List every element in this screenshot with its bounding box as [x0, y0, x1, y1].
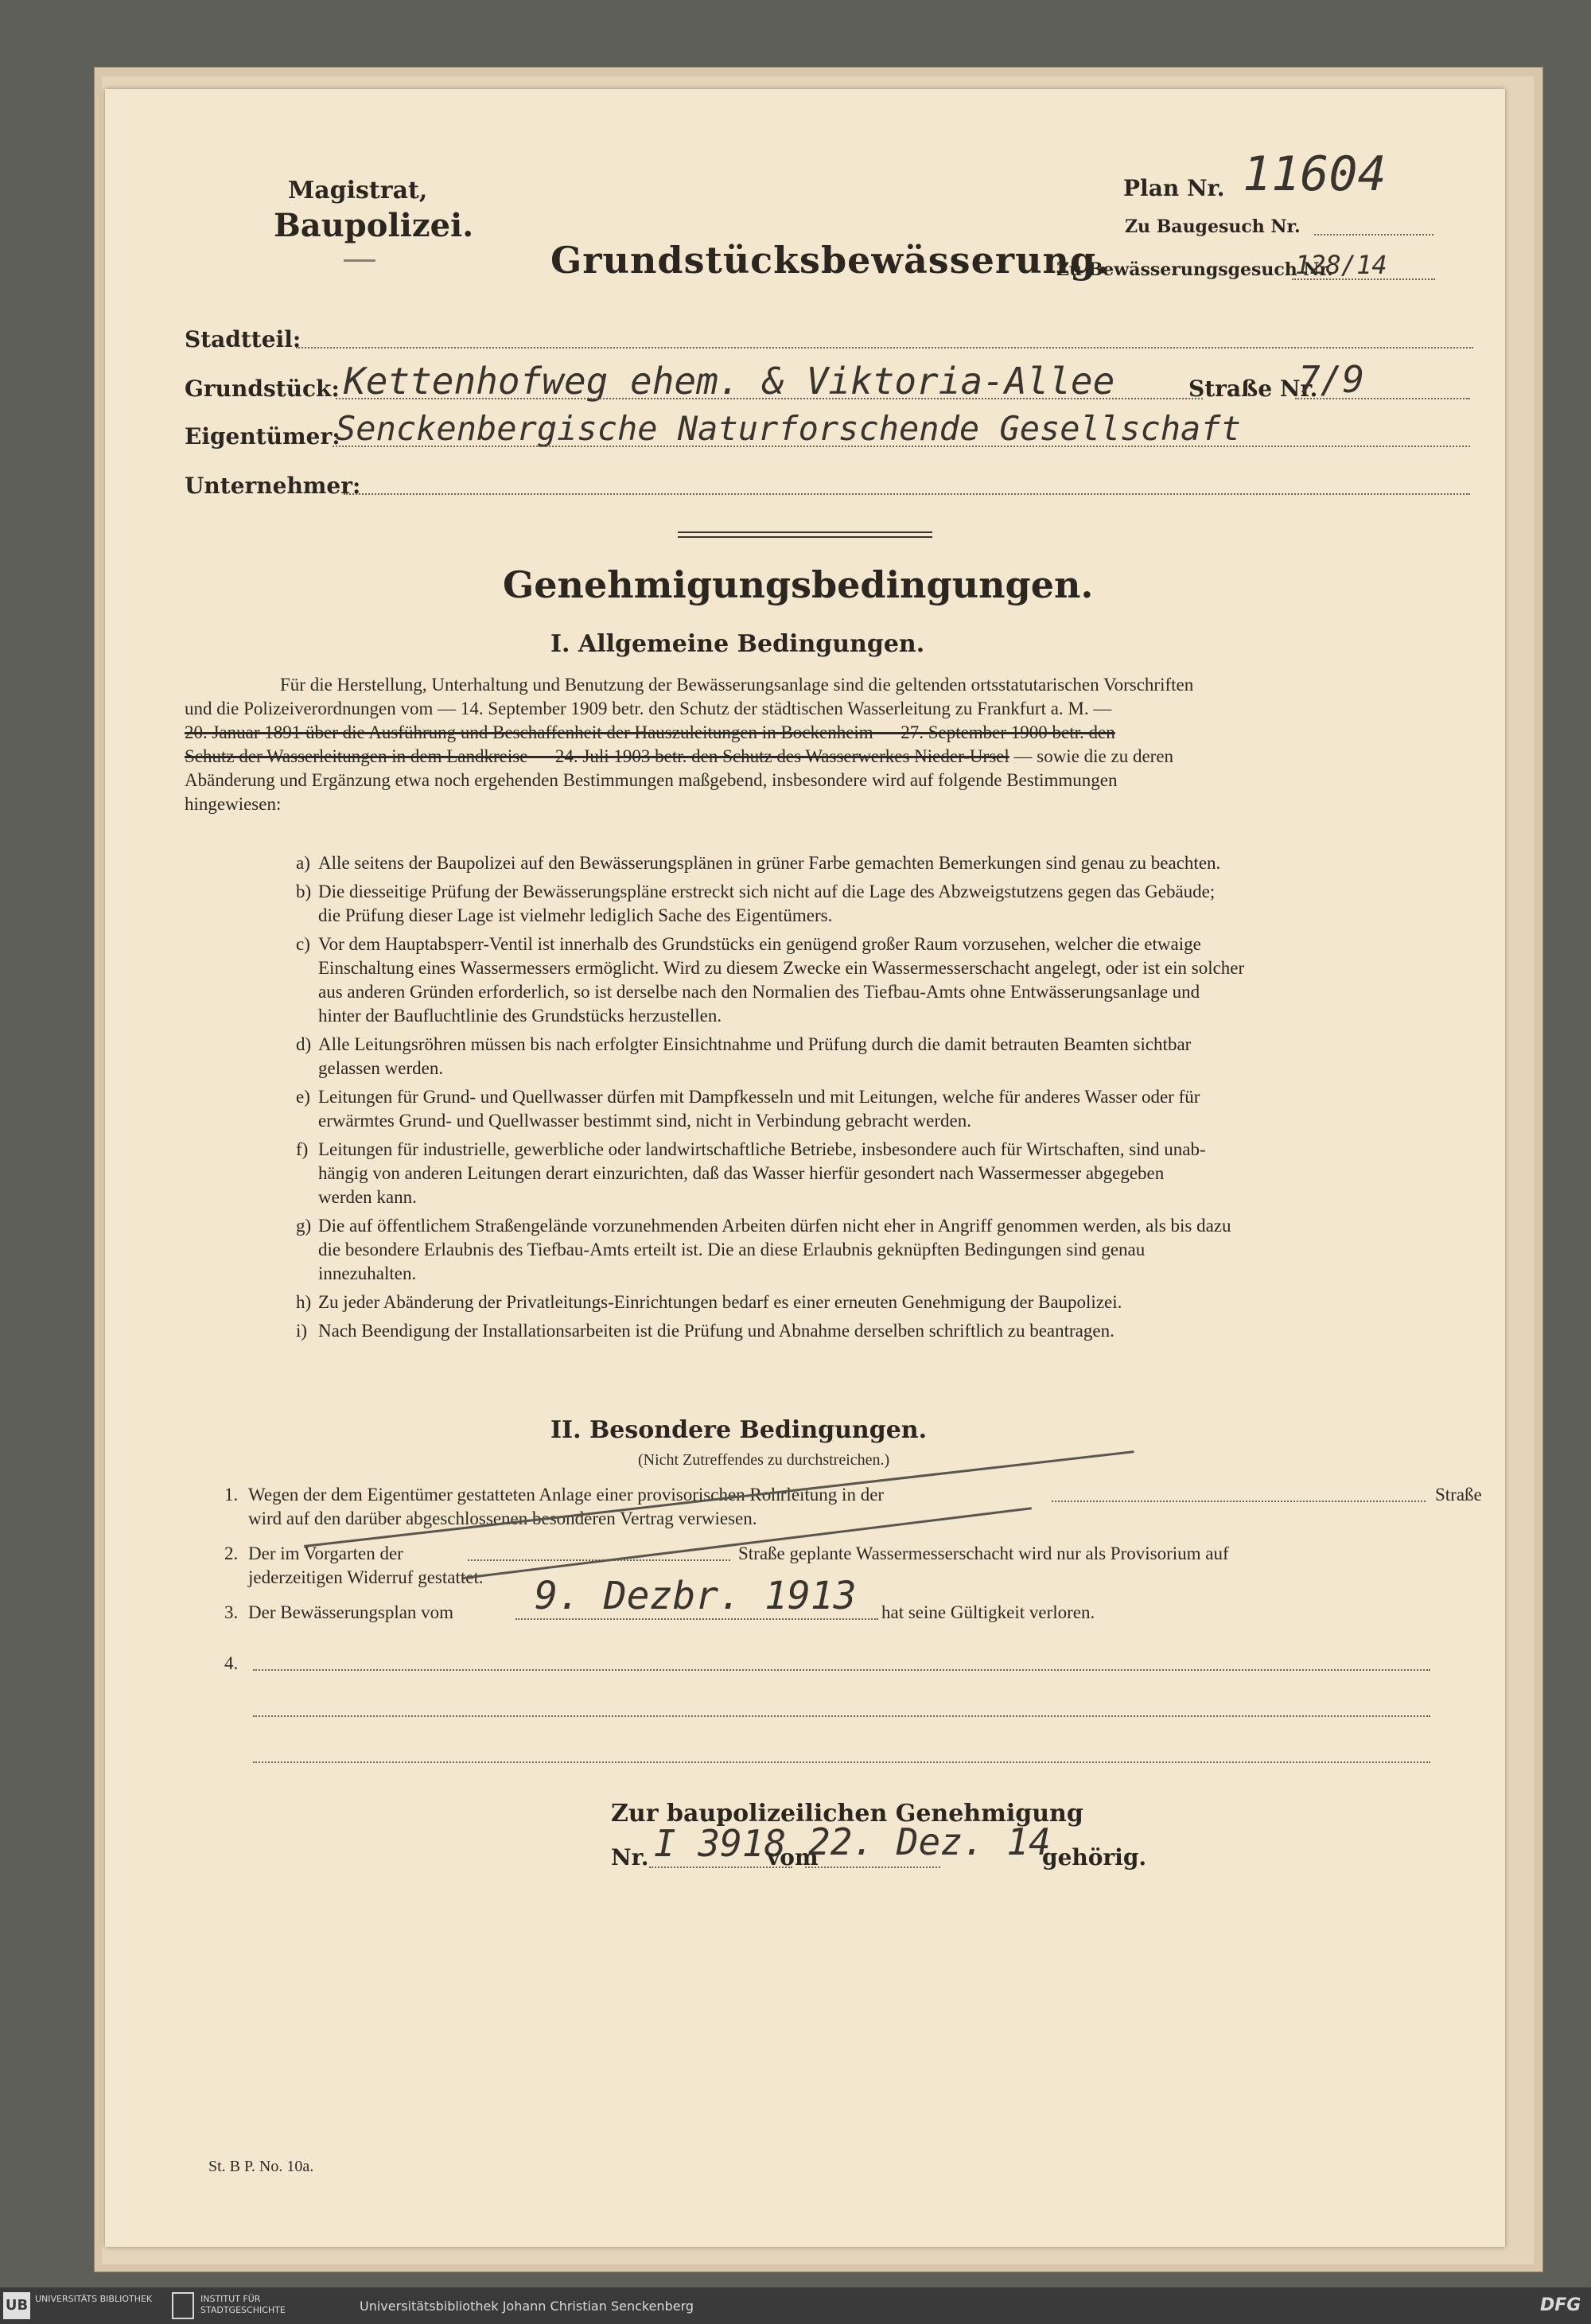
special-3-text-a: Der Bewässerungsplan vom	[248, 1602, 454, 1622]
special-4-label: 4.	[224, 1653, 239, 1673]
condition-item-label: c)	[296, 934, 310, 954]
grundstueck-label: Grundstück:	[185, 376, 340, 402]
approval-suffix: gehörig.	[1042, 1844, 1147, 1870]
special-3-dots	[515, 1618, 878, 1620]
special-heading: II. Besondere Bedingungen.	[550, 1416, 928, 1444]
authority-bottom: Baupolizei.	[274, 207, 474, 244]
intro-line-5: Abänderung und Ergänzung etwa noch ergehenden Bestimmungen maßgebend, insbesondere wird auf folgende Bestimmungen	[185, 770, 1118, 790]
unternehmer-dots	[344, 493, 1470, 495]
special-3-label: 3.	[224, 1602, 239, 1622]
condition-item-line: Einschaltung eines Wassermessers ermöglicht. Wird zu diesem Zwecke ein Wassermesserschacht angelegt, oder ist ein solcher	[318, 958, 1245, 978]
institut-logo	[172, 2292, 194, 2319]
special-1-text-b: Straße	[1435, 1485, 1482, 1505]
stadtteil-label: Stadtteil:	[185, 326, 301, 352]
condition-item-line: Die auf öffentlichem Straßengelände vorzunehmenden Arbeiten dürfen nicht eher in Angriff genommen werden, als bis dazu	[318, 1216, 1231, 1236]
divider-bottom	[678, 536, 932, 538]
footer-bar	[0, 2287, 1591, 2324]
special-4-dots-2	[253, 1715, 1430, 1717]
special-4-dots-1	[253, 1669, 1430, 1671]
condition-item	[296, 1033, 1511, 1080]
condition-item-line: die Prüfung dieser Lage ist vielmehr lediglich Sache des Eigentümers.	[318, 905, 833, 925]
condition-item-line: Vor dem Hauptabsperr-Ventil ist innerhalb des Grundstücks ein genügend großer Raum vorzusehen, welcher die etwaige	[318, 934, 1201, 954]
condition-item	[296, 1319, 1511, 1343]
condition-item-line: die besondere Erlaubnis des Tiefbau-Amts erteilt ist. Die an diese Erlaubnis geknüpften Bedingungen sind genau	[318, 1240, 1146, 1259]
authority-top: Magistrat,	[288, 177, 428, 204]
bewaesserungsgesuch-dots	[1292, 278, 1435, 280]
approval-vom-label: vom	[767, 1844, 819, 1870]
condition-item-line: aus anderen Gründen erforderlich, so ist derselbe nach den Normalien des Tiefbau-Amts ohne Entwässerungsanlage und	[318, 982, 1200, 1002]
special-2-text-a: Der im Vorgarten der	[248, 1543, 403, 1563]
bewaesserungsgesuch-label: Zu Bewässerungsgesuch Nr.	[1056, 259, 1333, 280]
condition-item-line: innezuhalten.	[318, 1263, 417, 1283]
condition-item-label: e)	[296, 1087, 310, 1107]
condition-item-label: i)	[296, 1321, 308, 1341]
eigentuemer-label: Eigentümer:	[185, 423, 340, 450]
general-intro	[185, 673, 1505, 816]
stadtteil-dots	[296, 347, 1473, 348]
special-2-text-c: jederzeitigen Widerruf gestattet.	[248, 1567, 484, 1587]
plan-number: 11604	[1243, 146, 1387, 202]
condition-item-label: g)	[296, 1216, 312, 1236]
intro-line-4-struck: Schutz der Wasserleitungen in dem Landkreise — 24. Juli 1903 betr. den Schutz des Wasserwerkes Nieder-Ursel	[185, 746, 1009, 766]
condition-item-line: Alle Leitungsröhren müssen bis nach erfolgter Einsichtnahme und Prüfung durch die damit betrauten Beamten sichtbar	[318, 1034, 1192, 1054]
condition-item-line: Zu jeder Abänderung der Privatleitungs-Einrichtungen bedarf es einer erneuten Genehmigung der Baupolizei.	[318, 1292, 1122, 1312]
condition-item-line: Alle seitens der Baupolizei auf den Bewässerungsplänen in grüner Farbe gemachten Bemerkungen sind genau zu beachten.	[318, 853, 1221, 873]
condition-item-label: h)	[296, 1292, 312, 1312]
institut-text: INSTITUT FÜR STADTGESCHICHTE	[200, 2294, 286, 2315]
condition-item	[296, 1085, 1511, 1133]
unternehmer-label: Unternehmer:	[185, 473, 361, 499]
eigentuemer-value: Senckenbergische Naturforschende Gesellschaft	[336, 409, 1241, 448]
condition-item-line: Leitungen für Grund- und Quellwasser dürfen mit Dampfkesseln und mit Leitungen, welche für anderes Wasser oder für	[318, 1087, 1200, 1107]
condition-item-line: erwärmtes Grund- und Quellwasser bestimmt sind, nicht in Verbindung gebracht werden.	[318, 1111, 971, 1131]
intro-line-2: und die Polizeiverordnungen vom — 14. September 1909 betr. den Schutz der städtischen Wasserleitung zu Frankfurt a. M. —	[185, 699, 1112, 718]
special-1-label: 1.	[224, 1485, 239, 1505]
intro-line-4-rest: — sowie die zu deren	[1013, 746, 1174, 766]
condition-item-line: Die diesseitige Prüfung der Bewässerungspläne erstreckt sich nicht auf die Lage des Abzweigstutzens gegen das Gebäude;	[318, 882, 1216, 901]
general-heading: I. Allgemeine Bedingungen.	[550, 630, 925, 658]
intro-line-4	[185, 745, 1505, 769]
condition-item	[296, 1290, 1511, 1314]
intro-line-1: Für die Herstellung, Unterhaltung und Benutzung der Bewässerungsanlage sind die geltenden ortsstatutarischen Vorschriften	[280, 675, 1194, 695]
intro-line-3: 20. Januar 1891 über die Ausführung und Beschaffenheit der Hauszuleitungen in Bockenheim — 27. September 1900 betr. den	[185, 722, 1115, 742]
approval-line-1: Zur baupolizeilichen Genehmigung	[611, 1800, 1083, 1828]
condition-item-label: b)	[296, 882, 312, 901]
dfg-logo: DFG	[1540, 2295, 1581, 2315]
ub-text: UNIVERSITÄTS BIBLIOTHEK	[35, 2294, 153, 2304]
condition-item	[296, 851, 1511, 875]
eigentuemer-dots	[333, 446, 1470, 447]
condition-item-line: gelassen werden.	[318, 1058, 444, 1078]
baugesuch-label: Zu Baugesuch Nr.	[1125, 216, 1301, 237]
strasse-dots	[1295, 398, 1470, 399]
special-1-dots	[1052, 1501, 1426, 1502]
grundstueck-value: Kettenhofweg ehem. & Viktoria-Allee	[344, 360, 1115, 403]
condition-item-line: Nach Beendigung der Installationsarbeiten ist die Prüfung und Abnahme derselben schriftlich zu beantragen.	[318, 1321, 1114, 1341]
special-3-text-b: hat seine Gültigkeit verloren.	[881, 1602, 1095, 1622]
ub-logo: UB	[3, 2292, 30, 2319]
divider-top	[678, 531, 932, 533]
approval-nr-label: Nr.	[611, 1844, 649, 1870]
library-name: Universitätsbibliothek Johann Christian Senckenberg	[360, 2299, 694, 2314]
document-page	[105, 89, 1505, 2247]
special-note: (Nicht Zutreffendes zu durchstreichen.)	[638, 1451, 890, 1469]
special-2-text-b: Straße geplante Wassermesserschacht wird nur als Provisorium auf	[738, 1543, 1229, 1563]
special-3-date: 9. Dezbr. 1913	[535, 1574, 857, 1618]
conditions-heading: Genehmigungsbedingungen.	[503, 563, 1094, 606]
special-1-text-a: Wegen der dem Eigentümer gestatteten Anlage einer provisorischen Rohrleitung in der	[248, 1485, 885, 1505]
condition-item-label: a)	[296, 853, 310, 873]
special-4-dots-3	[253, 1761, 1430, 1763]
condition-item	[296, 880, 1511, 928]
form-code: St. B P. No. 10a.	[208, 2158, 314, 2175]
condition-item-line: hinter der Baufluchtlinie des Grundstücks herzustellen.	[318, 1006, 722, 1026]
approval-vom-dots	[805, 1867, 940, 1868]
condition-item	[296, 1214, 1511, 1286]
plan-label: Plan Nr.	[1123, 175, 1225, 201]
condition-item	[296, 1138, 1511, 1209]
approval-nr-value: I 3918	[654, 1822, 787, 1865]
baugesuch-dots	[1314, 234, 1433, 236]
bewaesserungsgesuch-number: 128/14	[1295, 250, 1387, 280]
approval-vom-value: 22. Dez. 14	[808, 1820, 1051, 1863]
grundstueck-dots	[336, 398, 1203, 399]
strasse-label: Straße Nr.	[1188, 376, 1318, 402]
condition-item-label: f)	[296, 1139, 309, 1159]
condition-item-line: Leitungen für industrielle, gewerbliche oder landwirtschaftliche Betriebe, insbesondere auch für Wirtschaften, sind unab-	[318, 1139, 1206, 1159]
condition-item	[296, 932, 1511, 1028]
condition-item-line: hängig von anderen Leitungen derart einzurichten, daß das Wasser hierfür gesondert nach Wassermesser abgegeben	[318, 1163, 1165, 1183]
special-1-text-c: wird auf den darüber abgeschlossenen besonderen Vertrag verwiesen.	[248, 1508, 757, 1528]
condition-item-label: d)	[296, 1034, 312, 1054]
intro-line-6: hingewiesen:	[185, 794, 282, 814]
special-2-label: 2.	[224, 1543, 239, 1563]
page-title: Grundstücksbewässerung.	[550, 239, 1111, 282]
strasse-number: 7/9	[1298, 358, 1365, 401]
authority-underline	[344, 259, 375, 262]
condition-item-line: werden kann.	[318, 1187, 417, 1207]
